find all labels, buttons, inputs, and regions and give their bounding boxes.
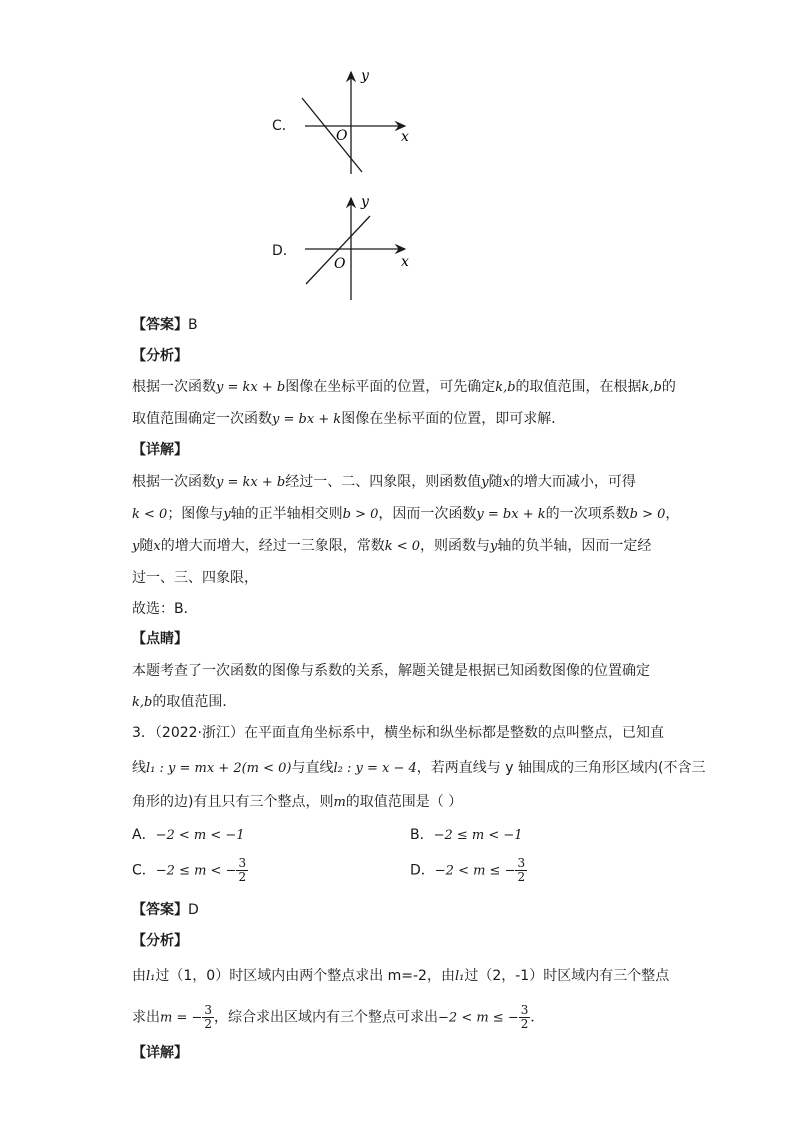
q2-analysis-heading: 【分析】 [132, 348, 188, 364]
fraction: $\frac{3}{2}$ [238, 856, 247, 884]
q3-choice-c[interactable]: C．−2 ≤ m < − $\frac{3}{2}$ [132, 856, 247, 884]
q2-comment-line-2: k,b的取值范围． [132, 694, 237, 710]
d-x-label: x [401, 254, 409, 270]
q3-analysis-line-1: 由l₁过（1，0）时区域内由两个整点求出 m=-2，由l₁过（2，-1）时区域内有三个整点 [132, 968, 670, 984]
fraction: $\frac{3}{2}$ [520, 1003, 529, 1031]
option-d-label: D． [272, 243, 297, 259]
q2-detail-line-4: 过一、三、四象限， [132, 570, 258, 586]
c-origin-label: O [336, 128, 348, 144]
q2-comment-line-1: 本题考查了一次函数的图像与系数的关系，解题关键是根据已知函数图像的位置确定 [132, 663, 650, 679]
q2-detail-heading: 【详解】 [132, 442, 188, 458]
option-d-graph [290, 192, 420, 304]
q3-choice-a[interactable]: A．−2 < m < −1 [132, 827, 245, 843]
q2-comment-heading: 【点睛】 [132, 631, 188, 647]
fraction: $\frac{3}{2}$ [204, 1003, 213, 1031]
q3-analysis-line-2: 求出m = − $\frac{3}{2}$ ，综合求出区域内有三个整点可求出−2 < m ≤ − $\frac{3}{2}$ ． [132, 1003, 545, 1031]
q3-stem-line-2: 线l₁ : y = mx + 2(m < 0)与直线l₂ : y = x − 4，若两直线与 y 轴围成的三角形区域内(不含三 [132, 760, 706, 776]
c-function-line [302, 98, 362, 172]
q2-choose: 故选：B． [132, 601, 198, 617]
c-y-label: y [361, 68, 369, 84]
q2-detail-line-3: y随x的增大而增大，经过一三象限，常数k < 0，则函数与y轴的负半轴，因而一定经 [132, 538, 652, 554]
d-function-line [306, 216, 370, 284]
q2-analysis-line-1: 根据一次函数y = kx + b图像在坐标平面的位置，可先确定k,b的取值范围，在根据k,b的 [132, 379, 676, 395]
q2-detail-line-1: 根据一次函数y = kx + b经过一、二、四象限，则函数值y随x的增大而减小，可得 [132, 474, 636, 490]
c-x-label: x [401, 129, 409, 145]
q3-choice-d[interactable]: D．−2 < m ≤ − $\frac{3}{2}$ [410, 856, 526, 884]
q2-analysis-line-2: 取值范围确定一次函数y = bx + k图像在坐标平面的位置，即可求解． [132, 411, 566, 427]
d-origin-label: O [334, 256, 346, 272]
fraction: $\frac{3}{2}$ [517, 856, 526, 884]
q3-analysis-heading: 【分析】 [132, 933, 188, 949]
q3-stem-line-3: 角形的边)有且只有三个整点，则m的取值范围是（ ） [132, 794, 463, 810]
q3-answer: 【答案】D [132, 902, 199, 918]
q3-detail-heading: 【详解】 [132, 1045, 188, 1061]
d-y-label: y [361, 194, 369, 210]
option-c-label: C． [272, 118, 296, 134]
option-c-graph [290, 66, 420, 178]
q2-detail-line-2: k < 0；图像与y轴的正半轴相交则b > 0，因而一次函数y = bx + k的一次项系数b > 0， [132, 506, 680, 522]
q3-choice-b[interactable]: B．−2 ≤ m < −1 [410, 827, 523, 843]
q2-answer: 【答案】B [132, 317, 198, 333]
q3-stem-line-1: 3．（2022·浙江）在平面直角坐标系中，横坐标和纵坐标都是整数的点叫整点，已知直 [132, 725, 664, 741]
